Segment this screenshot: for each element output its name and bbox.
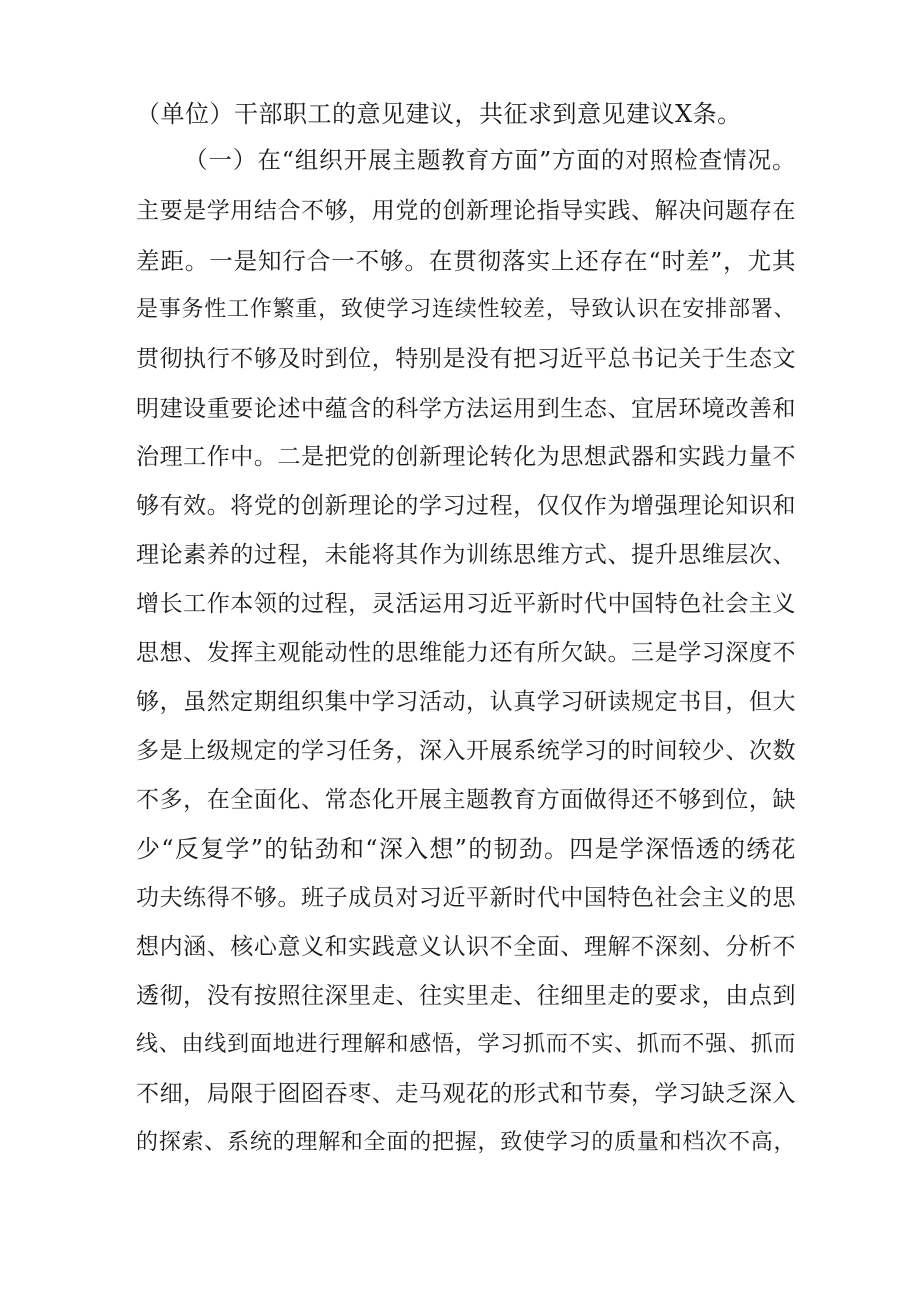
section-heading: （一）在“组织开展主题教育方面”方面的对照检查情况。	[184, 146, 796, 174]
paragraph-line: 思想、发挥主观能动性的思维能力还有所欠缺。三是学习深度不	[136, 640, 796, 666]
paragraph-line: 功夫练得不够。班子成员对习近平新时代中国特色社会主义的思	[136, 885, 796, 911]
paragraph-line: 不细，局限于囵囵吞枣、走马观花的形式和节奏，学习缺乏深入	[136, 1081, 796, 1107]
paragraph-line: 够有效。将党的创新理论的学习过程，仅仅作为增强理论知识和	[136, 493, 796, 519]
paragraph-line: 是事务性工作繁重，致使学习连续性较差，导致认识在安排部署、	[136, 297, 796, 322]
paragraph-line: 线、由线到面地进行理解和感悟，学习抓而不实、抓而不强、抓而	[136, 1032, 796, 1057]
paragraph-line: 想内涵、核心意义和实践意义认识不全面、理解不深刻、分析不	[136, 934, 796, 960]
paragraph-line: 明建设重要论述中蕴含的科学方法运用到生态、宜居环境改善和	[136, 396, 796, 422]
paragraph-line: 少“反复学”的钻劲和“深入想”的韧劲。四是学深悟透的绣花	[136, 835, 796, 863]
paragraph-line: 增长工作本领的过程，灵活运用习近平新时代中国特色社会主义	[136, 591, 796, 617]
paragraph-line: 够，虽然定期组织集中学习活动，认真学习研读规定书目，但大	[136, 689, 796, 715]
paragraph-line: 透彻，没有按照往深里走、往实里走、往细里走的要求，由点到	[136, 983, 796, 1009]
paragraph-line: 不多，在全面化、常态化开展主题教育方面做得还不够到位，缺	[136, 787, 796, 813]
paragraph-line: 治理工作中。二是把党的创新理论转化为思想武器和实践力量不	[136, 444, 796, 470]
paragraph-line: 多是上级规定的学习任务，深入开展系统学习的时间较少、次数	[136, 738, 796, 764]
paragraph-line: 贯彻执行不够及时到位，特别是没有把习近平总书记关于生态文	[136, 346, 796, 372]
paragraph-line: 的探索、系统的理解和全面的把握，致使学习的质量和档次不高，	[136, 1130, 796, 1155]
paragraph-line: 理论素养的过程，未能将其作为训练思维方式、提升思维层次、	[136, 542, 796, 568]
paragraph-line: 主要是学用结合不够，用党的创新理论指导实践、解决问题存在	[136, 198, 796, 224]
paragraph-line: （单位）干部职工的意见建议，共征求到意见建议X条。	[136, 100, 742, 128]
paragraph-line: 差距。一是知行合一不够。在贯彻落实上还存在“时差”，尤其	[136, 247, 796, 275]
